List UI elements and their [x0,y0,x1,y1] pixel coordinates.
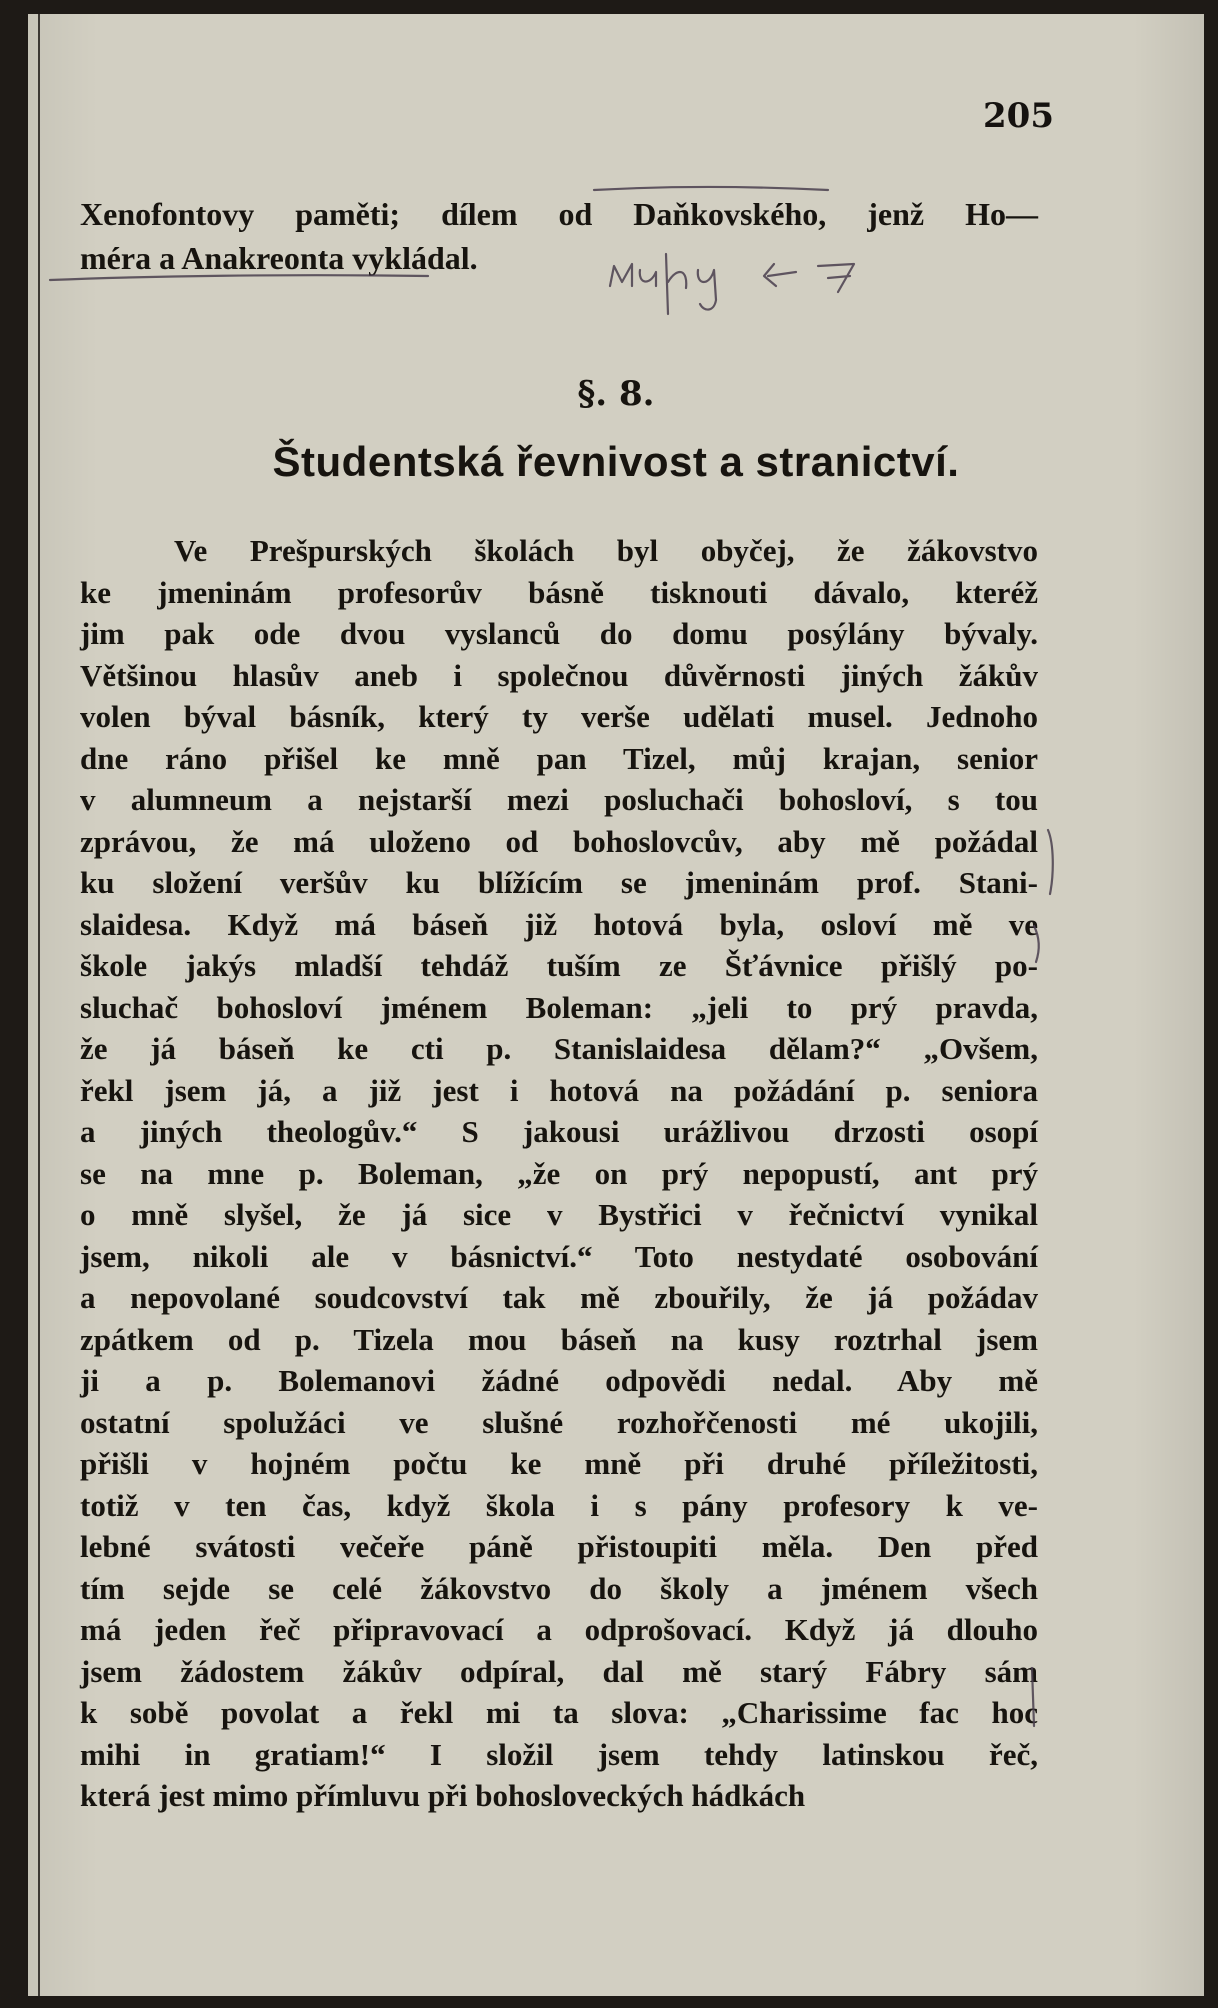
body-line: jim pak ode dvou vyslanců do domu posýlány bývaly. [80,616,1038,651]
section-number: §. 8. [577,374,655,414]
body-line: totiž v ten čas, když škola i s pány profesory k ve- [80,1487,1038,1523]
body-line: tím sejde se celé žákovstvo do školy a jménem všech [80,1570,1038,1606]
body-line: mihi in gratiam!“ I složil jsem tehdy latinskou řeč, [80,1736,1038,1772]
body-line: Ve Prešpurských školách byl obyčej, že žákovstvo [174,533,1038,568]
pencil-overline [594,187,828,190]
book-page [28,14,1204,1996]
body-line: k sobě povolat a řekl mi ta slova: „Charissime fac hoc [80,1695,1038,1730]
body-line: ke jmeninám profesorův básně tisknouti dávalo, kteréž [80,574,1038,610]
body-line: jsem žádostem žákův odpíral, dal mě starý Fábry sám [80,1653,1038,1689]
intro-line: méra a Anakreonta vykládal. [80,240,478,276]
body-line: ji a p. Bolemanovi žádné odpovědi nedal. Aby mě [80,1363,1038,1398]
body-line: ostatní spolužáci ve slušné rozhořčenosti mé ukojili, [80,1404,1038,1440]
body-line: slaidesa. Když má báseň již hotová byla, osloví mě ve [80,906,1038,942]
body-line: škole jakýs mladší tehdáž tuším ze Šťávnice přišlý po- [80,948,1038,983]
body-line: přišli v hojném počtu ke mně při druhé příležitosti, [80,1446,1038,1481]
body-line: jsem, nikoli ale v básnictví.“ Toto nestydaté osobování [80,1238,1038,1274]
body-line: dne ráno přišel ke mně pan Tizel, můj krajan, senior [80,740,1038,776]
body-line: má jeden řeč připravovací a odprošovací. Když já dlouho [80,1612,1038,1647]
body-line: lebné svátosti večeře páně přistoupiti měla. Den před [80,1529,1038,1564]
body-line: o mně slyšel, že já sice v Bystřici v řečnictví vynikal [80,1197,1038,1232]
body-line: zpátkem od p. Tizela mou báseň na kusy roztrhal jsem [80,1321,1038,1357]
intro-line: Xenofontovy paměti; dílem od Daňkovského, jenž Ho— [80,196,1038,232]
pencil-margin-bracket [1048,830,1053,894]
body-line: řekl jsem já, a již jest i hotová na požádání p. seniora [80,1072,1038,1108]
body-line: Většinou hlasův aneb i společnou důvěrnosti jiných žákův [80,657,1038,693]
body-paragraph [80,530,1038,1817]
body-line: ku složení veršův ku blížícím se jmeninám prof. Stani- [80,865,1038,900]
body-line: sluchač bohosloví jménem Boleman: „jeli to prý pravda, [80,989,1038,1025]
intro-paragraph [80,192,1038,280]
body-line: se na mne p. Boleman, „že on prý nepopustí, ant prý [80,1155,1038,1191]
body-line: volen býval básník, který ty verše udělati musel. Jednoho [80,699,1038,734]
body-line: a nepovolané soudcovství tak mě zbouřily, že já požádav [80,1280,1038,1315]
body-line: zprávou, že má uloženo od bohoslovcův, aby mě požádal [80,823,1038,859]
body-line: v alumneum a nejstarší mezi posluchači bohosloví, s tou [80,782,1038,817]
body-line: která jest mimo přímluvu při bohosloveckých hádkách [80,1778,806,1813]
body-line: že já báseň ke cti p. Stanislaidesa dělam?“ „Ovšem, [80,1031,1038,1066]
page-margin-line [38,14,40,1996]
page-number: 205 [983,96,1054,136]
section-title: Študentská řevnivost a stranictví. [272,438,960,485]
body-line: a jiných theologův.“ S jakousi urážlivou drzosti osopí [80,1114,1038,1149]
